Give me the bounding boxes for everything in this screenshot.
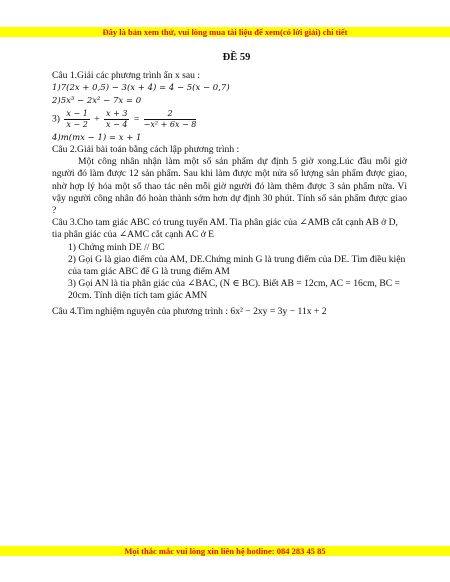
fraction-1-denominator: x − 2 — [66, 119, 88, 129]
question-1-equation-2: 2)5x³ − 2x² − 7x = 0 — [52, 95, 142, 106]
plus-sign: + — [94, 113, 100, 125]
preview-notice-text: Đây là bản xem thử, vui lòng mua tài liệu để xem(có lời giải) chi tiết — [102, 27, 348, 37]
fraction-3 — [144, 109, 197, 130]
fraction-3-numerator: 2 — [144, 109, 197, 120]
preview-notice-banner — [0, 27, 450, 37]
question-1-equation-4: 4)m(mx − 1) = x + 1 — [52, 132, 142, 143]
question-1-heading: Câu 1.Giải các phương trình ẩn x sau : — [52, 70, 201, 82]
question-3-heading: Câu 3.Cho tam giác ABC có trung tuyến AM. Tia phân giác của ∠AMB cắt cạnh AB ở D, tia phân giác của ∠AMC cắt cạnh AC ở E — [52, 217, 398, 241]
question-1-equation-3 — [52, 109, 407, 130]
question-1-equation-1: 1)7(2x + 0,5) − 3(x + 4) = 4 − 5(x − 0,7) — [52, 83, 230, 94]
question-2-heading: Câu 2.Giải bài toán bằng cách lập phương trình : — [52, 144, 240, 156]
question-4-heading: Câu 4.Tìm nghiệm nguyên của phương trình : 6x² − 2xy = 3y − 11x + 2 — [52, 305, 327, 317]
question-3-item-1: 1) Chứng minh DE // BC — [68, 241, 165, 253]
equals-sign: = — [133, 113, 140, 125]
fraction-2 — [104, 109, 129, 130]
question-4 — [52, 306, 407, 318]
fraction-3-denominator: −x² + 6x − 8 — [143, 119, 197, 129]
question-2-body: Một công nhân nhận làm một số sản phẩm dự định 5 giờ xong.Lúc đầu mỗi giờ người đó làm được 12 sản phẩm. Sau khi làm được một nửa số lượng sản phẩm được giao, nhờ hợp lý hóa một số thao tác nên mỗi giờ người đó làm thêm được 3 sản phẩm nữa. Vì vậy người công nhân đó hoàn thành sớm hơn dự định 30 phút. Tính số sản phẩm được giao ? — [52, 156, 407, 217]
question-3 — [52, 217, 407, 302]
fraction-1 — [64, 109, 89, 130]
question-1 — [52, 70, 407, 144]
fraction-1-numerator: x − 1 — [66, 108, 88, 118]
hotline-notice-text: Mọi thắc mắc vui lòng xin liên hệ hotline: 084 283 45 85 — [124, 546, 326, 556]
fraction-2-numerator: x + 3 — [106, 108, 128, 118]
question-3-item-3: 3) Gọi AN là tia phân giác của ∠BAC, (N ∈ BC). Biết AB = 12cm, AC = 16cm, BC = 20cm. Tính diện tích tam giác AMN — [68, 278, 400, 302]
question-2 — [52, 144, 407, 217]
fraction-2-denominator: x − 4 — [106, 119, 128, 129]
question-3-item-2: 2) Gọi G là giao điểm của AM, DE.Chứng minh G là trung điểm của DE. Tìm điều kiện của tam giác ABC để G là trung điểm AM — [68, 253, 406, 278]
hotline-notice-banner — [0, 546, 450, 556]
question-3-list — [52, 242, 407, 303]
equation-3-prefix: 3) — [52, 113, 60, 125]
exam-title: ĐỀ 59 — [222, 52, 251, 63]
exam-document — [52, 52, 407, 318]
